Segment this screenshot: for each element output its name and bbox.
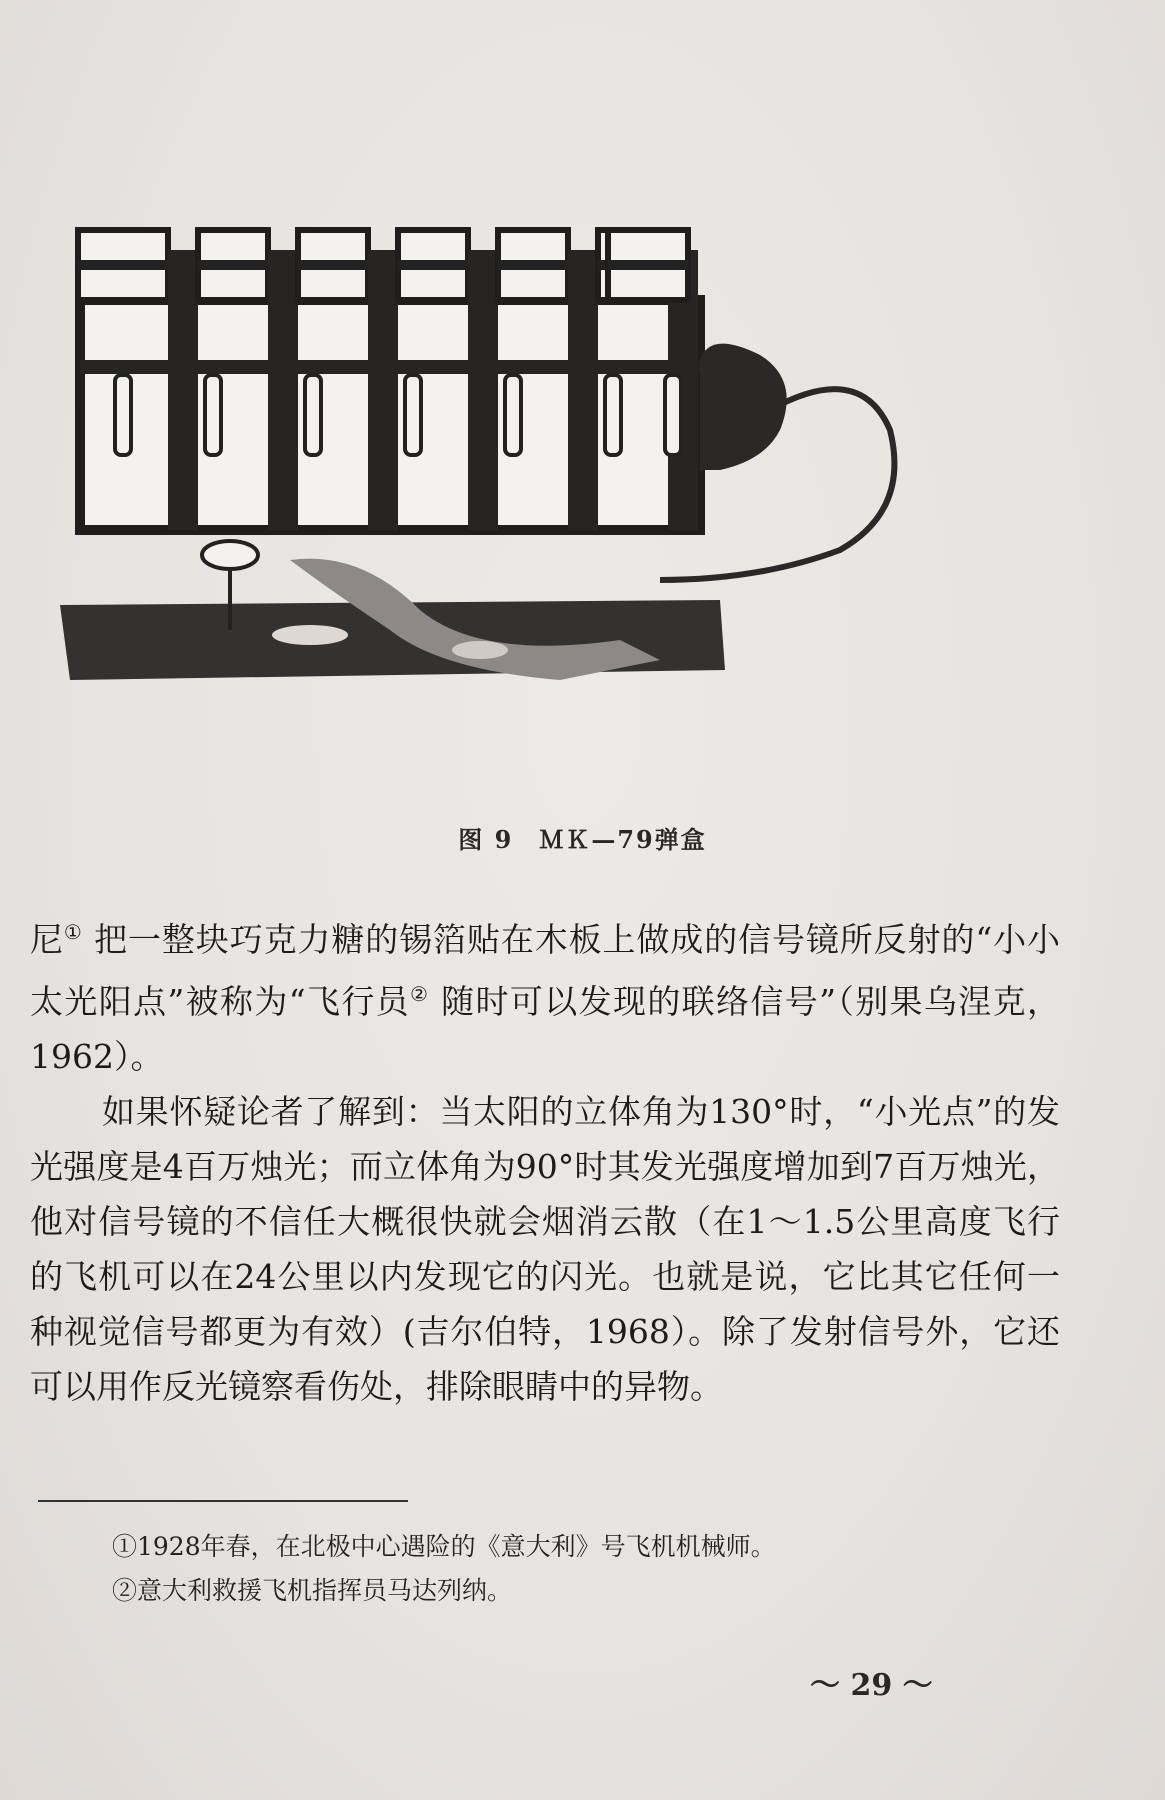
paragraph-1-tail: 随时可以发现的联络信号”（别果乌涅克，1962）。 [30, 982, 1060, 1076]
footnotes [112, 1525, 1012, 1613]
cartridge-case-illustration [60, 220, 1060, 820]
cartridge-case-body [78, 230, 700, 530]
footnote-1: ①1928年春，在北极中心遇险的《意大利》号飞机机械师。 [112, 1532, 776, 1561]
body-text [30, 905, 1060, 1414]
footnote-2: ②意大利救援飞机指挥员马达列纳。 [112, 1576, 513, 1605]
paragraph-2: 如果怀疑论者了解到：当太阳的立体角为130°时，“小光点”的发光强度是4百万烛光；而立体角为90°时其发光强度增加到7百万烛光，他对信号镜的不信任大概很快就会烟消云散（在1～1.5公里高度飞行的飞机可以在24公里以内发现它的闪光。也就是说，它比其它任何一种视觉信号都更为有效）(吉尔伯特，1968）。除了发射信号外，它还可以用作反光镜察看伤处，排除眼睛中的异物。 [30, 1092, 1060, 1406]
figure-caption: 图 9 ＭＫ—79弹盒 [458, 825, 707, 854]
footnote-divider [38, 1500, 408, 1502]
page-number: ～ 29 ～ [810, 1668, 933, 1703]
footnote-ref-2: ② [410, 982, 430, 1006]
paragraph-1-middle: 把一整块巧克力糖的锡箔贴在木板上做成的信号镜所反射的“小小太光阳点”被称为“飞行员 [30, 920, 1060, 1021]
signal-mirror-stick [60, 541, 725, 680]
paragraph-1 [30, 905, 1060, 1084]
footnote-ref-1: ① [63, 920, 83, 944]
paragraph-1-lead: 尼 [30, 920, 64, 959]
